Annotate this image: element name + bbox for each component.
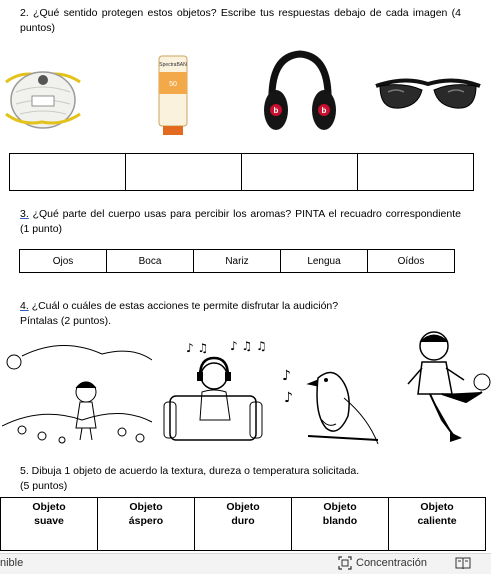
texture-cell-line-2: caliente: [417, 515, 457, 527]
body-part-cell[interactable]: Lengua: [281, 250, 368, 273]
svg-text:b: b: [273, 106, 279, 115]
texture-cell-suave[interactable]: [1, 498, 98, 551]
body-parts-table: [19, 249, 455, 273]
focus-icon: [338, 556, 352, 570]
read-mode-button[interactable]: [455, 556, 471, 573]
texture-cell-line-1: Objeto: [323, 501, 357, 513]
question-4-line-1: ¿Cuál o cuáles de estas acciones te permite disfrutar la audición?: [31, 300, 339, 312]
svg-text:♪: ♪: [282, 368, 291, 384]
texture-cell-line-2: suave: [34, 515, 64, 527]
bird-singing-illustration[interactable]: [278, 358, 388, 448]
boy-music-illustration[interactable]: [160, 336, 270, 448]
girl-garden-illustration[interactable]: [2, 336, 152, 446]
texture-cell-blando[interactable]: [292, 498, 389, 551]
body-part-cell[interactable]: Oídos: [368, 250, 455, 273]
question-4: [20, 299, 461, 329]
actions-illustrations: [0, 328, 491, 448]
svg-text:♪ ♫ ♫: ♪ ♫ ♫: [230, 339, 267, 353]
texture-cell-duro[interactable]: [195, 498, 292, 551]
question-3-text: ¿Qué parte del cuerpo usas para percibir los aromas? PINTA el recuadro correspondiente (1 punto): [20, 208, 461, 235]
svg-text:♪ ♫: ♪ ♫: [186, 341, 209, 355]
question-2: 2. ¿Qué sentido protegen estos objetos? Escribe tus respuestas debajo de cada imagen (4 puntos): [20, 7, 461, 34]
focus-label: Concentración: [356, 557, 427, 569]
texture-cell-line-2: áspero: [128, 515, 164, 527]
answer-cell-4[interactable]: [358, 154, 474, 191]
answer-cell-3[interactable]: [242, 154, 358, 191]
texture-cell-line-2: duro: [231, 515, 255, 527]
body-part-cell[interactable]: Boca: [107, 250, 194, 273]
focus-mode-button[interactable]: [338, 556, 427, 570]
question-5: [20, 464, 461, 494]
boy-soccer-illustration[interactable]: [402, 328, 491, 448]
sunscreen-label: SpectraBAN: [159, 62, 187, 68]
question-3-number: 3.: [20, 208, 29, 220]
svg-text:♪: ♪: [284, 390, 293, 406]
answer-cell-1[interactable]: [10, 154, 126, 191]
sunscreen-icon: [155, 52, 191, 138]
texture-cell-aspero[interactable]: [98, 498, 195, 551]
question-5-line-1: 5. Dibuja 1 objeto de acuerdo la textura, dureza o temperatura solicitada.: [20, 465, 360, 477]
texture-table: [0, 497, 486, 551]
question-4-number: 4.: [20, 300, 29, 312]
dust-mask-icon: [2, 52, 84, 134]
question-5-line-2: (5 puntos): [20, 480, 68, 492]
texture-cell-line-2: blando: [322, 515, 358, 527]
answers-table: [9, 153, 474, 191]
texture-cell-line-1: Objeto: [420, 501, 454, 513]
texture-cell-line-1: Objeto: [32, 501, 66, 513]
body-part-cell[interactable]: Ojos: [20, 250, 107, 273]
svg-text:b: b: [321, 106, 327, 115]
sunscreen-spf: 50: [169, 81, 177, 88]
texture-cell-line-1: Objeto: [226, 501, 260, 513]
texture-cell-line-1: Objeto: [129, 501, 163, 513]
texture-cell-caliente[interactable]: [389, 498, 486, 551]
status-left-text: nible: [0, 557, 24, 569]
question-4-line-2: Píntalas (2 puntos).: [20, 315, 112, 327]
answer-cell-2[interactable]: [126, 154, 242, 191]
headphones-icon: [262, 48, 338, 138]
sunglasses-icon: [374, 70, 482, 116]
question-3: [20, 207, 461, 237]
body-part-cell[interactable]: Nariz: [194, 250, 281, 273]
objects-row: [0, 48, 491, 148]
status-bar: [0, 553, 491, 574]
read-mode-icon: [455, 556, 471, 570]
